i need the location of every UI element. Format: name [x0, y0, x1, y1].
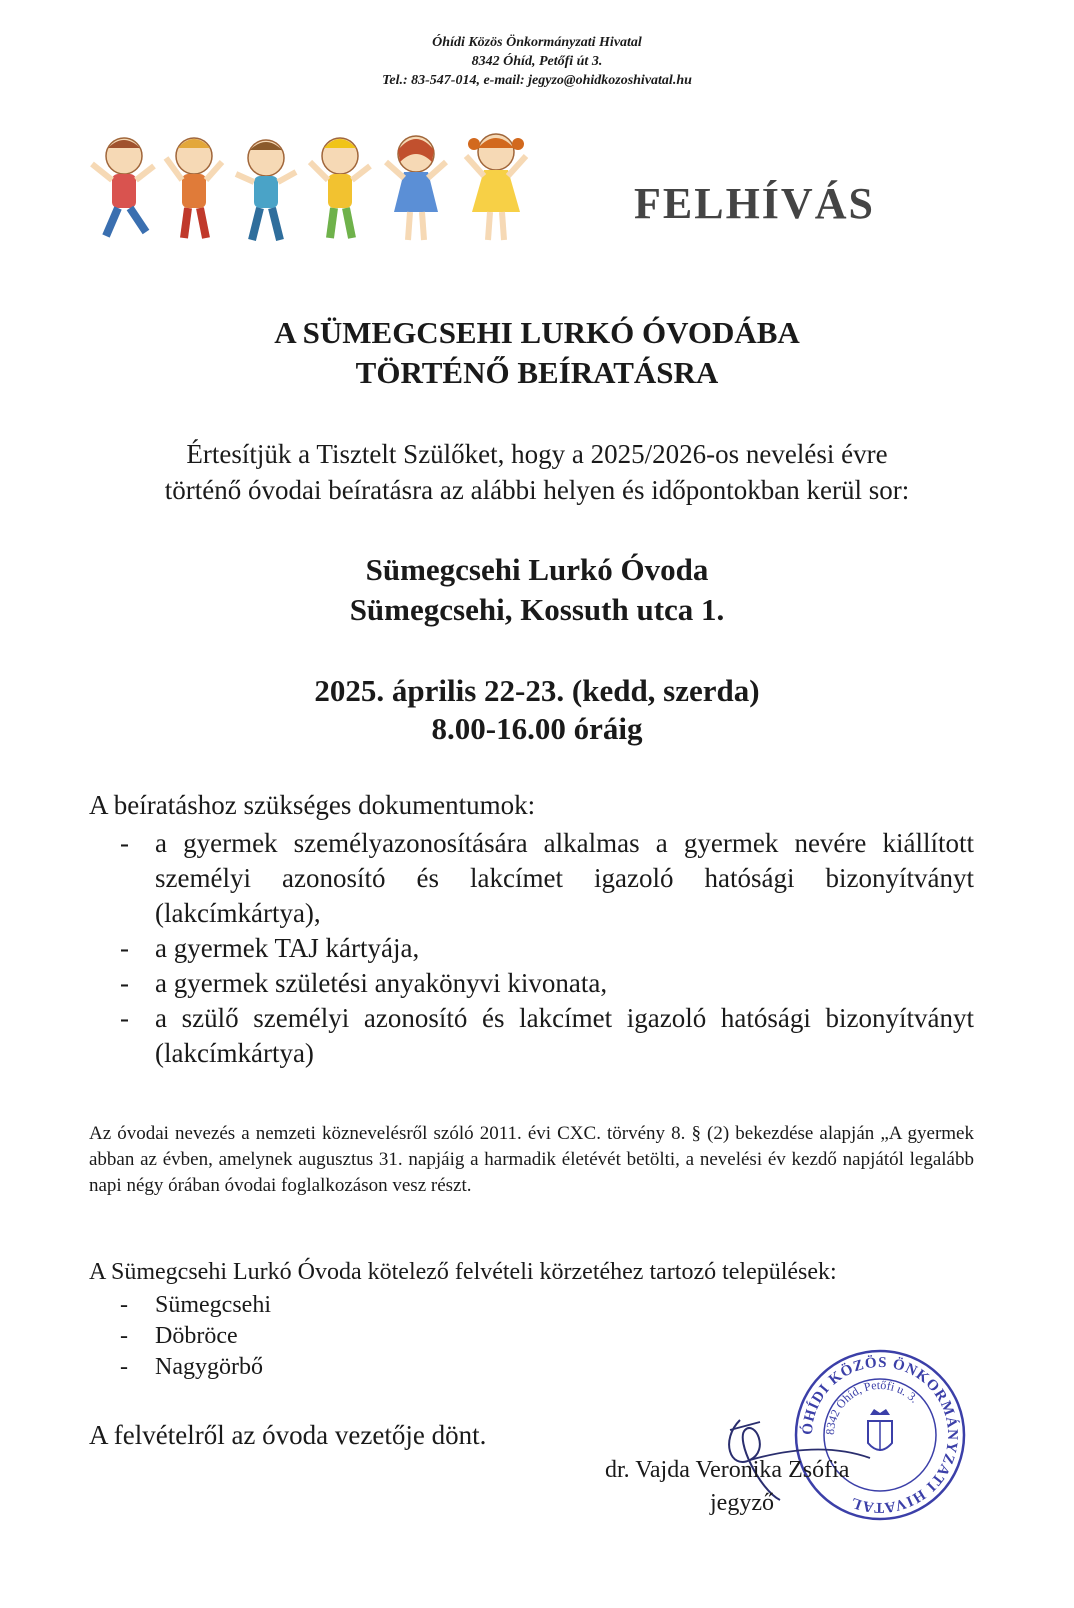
town-name: Nagygörbő: [155, 1354, 263, 1380]
venue-address: Sümegcsehi, Kossuth utca 1.: [349, 592, 725, 627]
list-dash: -: [120, 968, 129, 998]
schedule-date: 2025. április 22-23. (kedd, szerda): [314, 673, 760, 708]
stamp-outer-text: ÓHÍDI KÖZÖS ÖNKORMÁNYZATI HIVATAL: [799, 1354, 961, 1516]
list-item: [120, 966, 974, 1001]
signatory-name: dr. Vajda Veronika Zsófia: [605, 1457, 850, 1483]
intro-line-2: történő óvodai beíratásra az alábbi helyen és időpontokban kerül sor:: [164, 475, 910, 505]
letterhead-org: Óhídi Közös Önkormányzati Hivatal: [432, 35, 642, 50]
list-dash: -: [120, 828, 129, 858]
children-illustration: [86, 128, 546, 258]
list-dash: -: [120, 1354, 128, 1380]
decision-statement: A felvételről az óvoda vezetője dönt.: [89, 1420, 487, 1450]
kid-figure-1: [92, 138, 154, 236]
list-item-text: a gyermek születési anyakönyvi kivonata,: [155, 968, 608, 998]
schedule-time: 8.00-16.00 óráig: [431, 711, 643, 746]
kid-figure-6: [466, 134, 526, 240]
list-item-text: a gyermek TAJ kártyája,: [155, 933, 420, 963]
town-name: Sümegcsehi: [155, 1292, 271, 1318]
stamp-inner-text: 8342 Óhíd, Petőfi u. 3.: [822, 1377, 922, 1436]
notice-heading: FELHÍVÁS: [634, 179, 875, 228]
list-item: [120, 1290, 271, 1321]
schedule-block: [0, 672, 1074, 748]
list-dash: -: [120, 933, 129, 963]
list-item-text: a szülő személyi azonosító és lakcímet igazoló hatósági bizonyítványt (lakcímkártya): [155, 1003, 974, 1068]
document-title: [0, 313, 1074, 393]
kid-figure-3: [236, 140, 296, 240]
documents-heading: A beíratáshoz szükséges dokumentumok:: [89, 790, 536, 820]
venue-block: [0, 550, 1074, 630]
signatory-role: jegyző: [710, 1490, 774, 1516]
intro-paragraph: [0, 436, 1074, 508]
letterhead-address: 8342 Óhíd, Petőfi út 3.: [471, 54, 603, 69]
intro-line-1: Értesítjük a Tisztelt Szülőket, hogy a 2025/2026-os nevelési évre: [186, 439, 888, 469]
towns-heading: A Sümegcsehi Lurkó Óvoda kötelező felvételi körzetéhez tartozó települések:: [89, 1259, 837, 1285]
letterhead-contact: Tel.: 83-547-014, e-mail: jegyzo@ohidkozoshivatal.hu: [382, 73, 692, 88]
list-dash: -: [120, 1003, 129, 1033]
list-item: [120, 826, 974, 931]
towns-list: [120, 1290, 271, 1383]
town-name: Döbröce: [155, 1323, 238, 1349]
list-item: [120, 1352, 271, 1383]
kid-figure-5: [386, 136, 446, 240]
kid-figure-2: [166, 138, 222, 238]
kid-figure-4: [310, 138, 370, 238]
list-item-text: a gyermek személyazonosítására alkalmas a gyermek nevére kiállított személyi azonosító és lakcímet igazoló hatósági bizonyítványt (lakcímkártya),: [155, 828, 974, 928]
list-item: [120, 931, 974, 966]
list-dash: -: [120, 1323, 128, 1349]
title-line-1: A SÜMEGCSEHI LURKÓ ÓVODÁBA: [274, 315, 800, 350]
documents-list: [120, 826, 974, 1071]
legal-note: Az óvodai nevezés a nemzeti köznevelésről szóló 2011. évi CXC. törvény 8. § (2) bekezdése alapján „A gyermek abban az évben, amelynek augusztus 31. napjáig a harmadik életévét betölti, a nevelési év kezdő napjától legalább napi négy órában óvodai foglalkozáson vesz részt.: [89, 1123, 974, 1196]
venue-name: Sümegcsehi Lurkó Óvoda: [365, 552, 709, 587]
list-dash: -: [120, 1292, 128, 1318]
list-item: [120, 1321, 271, 1352]
letterhead: [0, 33, 1074, 90]
title-line-2: TÖRTÉNŐ BEÍRATÁSRA: [355, 355, 719, 390]
list-item: [120, 1001, 974, 1071]
